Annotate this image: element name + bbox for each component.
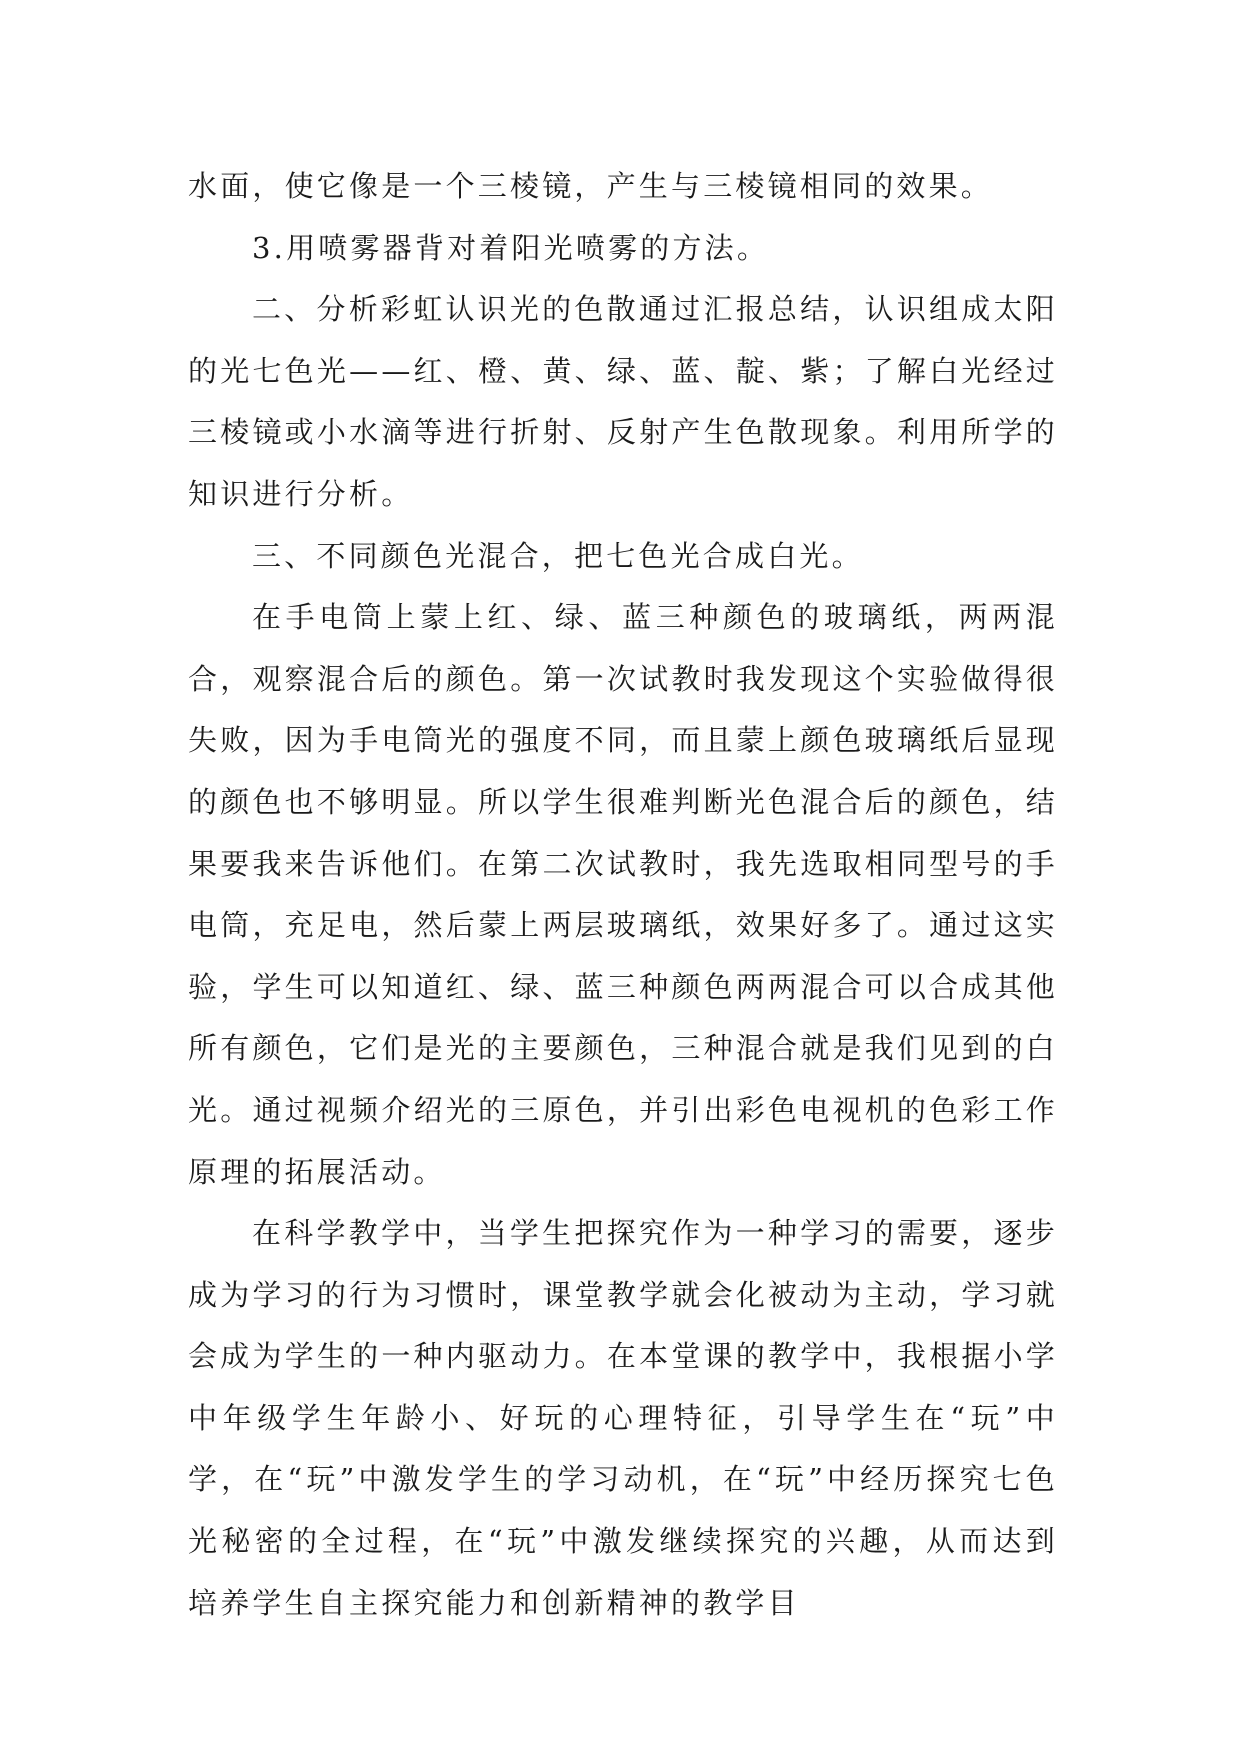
paragraph-6: 在科学教学中，当学生把探究作为一种学习的需要，逐步成为学习的行为习惯时，课堂教学就会化被动为主动，学习就会成为学生的一种内驱动力。在本堂课的教学中，我根据小学中年级学生年龄小、好玩的心理特征，引导学生在“玩”中学，在“玩”中激发学生的学习动机，在“玩”中经历探究七色光秘密的全过程，在“玩”中激发继续探究的兴趣，从而达到培养学生自主探究能力和创新精神的教学目 bbox=[188, 1216, 1058, 1620]
document-body bbox=[188, 156, 1058, 1634]
paragraph-5: 在手电筒上蒙上红、绿、蓝三种颜色的玻璃纸，两两混合，观察混合后的颜色。第一次试教时我发现这个实验做得很失败，因为手电筒光的强度不同，而且蒙上颜色玻璃纸后显现的颜色也不够明显。所以学生很难判断光色混合后的颜色，结果要我来告诉他们。在第二次试教时，我先选取相同型号的手电筒，充足电，然后蒙上两层玻璃纸，效果好多了。通过这实验，学生可以知道红、绿、蓝三种颜色两两混合可以合成其他所有颜色，它们是光的主要颜色，三种混合就是我们见到的白光。通过视频介绍光的三原色，并引出彩色电视机的色彩工作原理的拓展活动。 bbox=[188, 600, 1058, 1189]
paragraph-1: 水面，使它像是一个三棱镜，产生与三棱镜相同的效果。 bbox=[188, 169, 994, 203]
paragraph-4: 三、不同颜色光混合，把七色光合成白光。 bbox=[252, 538, 864, 573]
paragraph-3: 二、分析彩虹认识光的色散通过汇报总结，认识组成太阳的光七色光——红、橙、黄、绿、蓝、靛、紫；了解白光经过三棱镜或小水滴等进行折射、反射产生色散现象。利用所学的知识进行分析。 bbox=[188, 292, 1058, 511]
paragraph-2: 3.用喷雾器背对着阳光喷雾的方法。 bbox=[252, 230, 770, 265]
